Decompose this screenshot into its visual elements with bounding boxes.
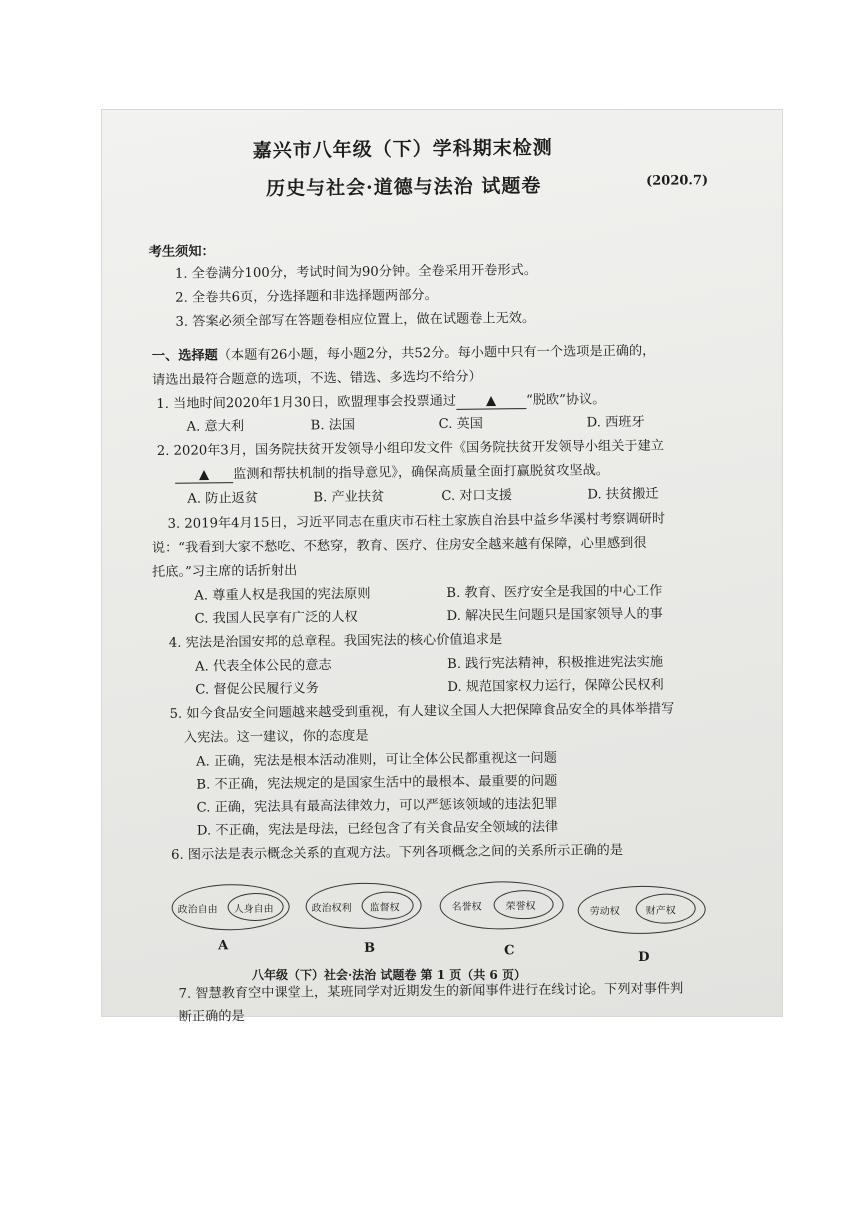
q6-diagram-b-outer-label: 政治权利	[311, 902, 352, 915]
q1-option-a: A. 意大利	[186, 419, 245, 435]
section-heading	[152, 340, 656, 364]
q3-option-d: D. 解决民生问题只是国家领导人的事	[446, 606, 663, 624]
q4-option-a: A. 代表全体公民的意志	[195, 658, 332, 675]
q2-option-c: C. 对口支援	[441, 488, 513, 505]
q5-option-b: B. 不正确，宪法规定的是国家生活中的最根本、最重要的问题	[196, 773, 558, 793]
q3-option-c: C. 我国人民享有广泛的人权	[194, 609, 358, 627]
q6-diagram-d-inner-label: 财产权	[645, 905, 676, 917]
q2-option-d: D. 扶贫搬迁	[587, 486, 659, 503]
q1-stem-b: “脱欧”协议。	[525, 392, 606, 409]
q1-stem	[156, 388, 605, 413]
q5-line-1: 5. 如今食品安全问题越来越受到重视，有人建议全国人大把保障食品安全的具体举措写	[169, 701, 675, 722]
q1-option-c: C. 英国	[438, 416, 484, 433]
q3-line-2: 说：“我看到大家不愁吃、不愁穿，教育、医疗、住房安全越来越有保障，心里感到很	[151, 535, 647, 557]
notice-item-1: 1. 全卷满分100分，考试时间为90分钟。全卷采用开卷形式。	[174, 262, 538, 282]
q2-line-2-text: 监测和帮扶机制的指导意见》，确保高质量全面打赢脱贫攻坚战。	[233, 463, 609, 483]
q6-diagram-b-inner-label: 监督权	[369, 902, 400, 914]
q4-option-c: C. 督促公民履行义务	[195, 681, 319, 698]
q6-diagram-d-letter: D	[638, 949, 650, 965]
page-footer: 八年级（下）社会·法治 试题卷 第 1 页（共 6 页）	[252, 968, 526, 982]
exam-date: (2020.7)	[645, 173, 709, 189]
q2-line-1: 2. 2020年3月，国务院扶贫开发领导小组印发文件《国务院扶贫开发领导小组关于建立	[156, 438, 665, 459]
q6-diagram-c-letter: C	[504, 943, 515, 959]
q5-option-a: A. 正确，宪法是根本活动准则，可让全体公民都重视这一问题	[196, 750, 557, 770]
q3-line-3: 托底。”习主席的话折射出	[152, 563, 298, 581]
q7-line-2: 断正确的是	[178, 1009, 245, 1025]
q6-stem: 6. 图示法是表示概念关系的直观方法。下列各项概念之间的关系所示正确的是	[170, 843, 624, 863]
q7-line-1: 7. 智慧教育空中课堂上，某班同学对近期发生的新闻事件进行在线讨论。下列对事件判	[178, 981, 684, 1002]
exam-title: 嘉兴市八年级（下）学科期末检测	[252, 136, 553, 162]
q6-diagram-a-inner-label: 人身自由	[233, 903, 274, 916]
q5-line-2: 入宪法。这一建议，你的态度是	[183, 728, 369, 746]
q1-stem-a: 1. 当地时间2020年1月30日，欧盟理事会投票通过	[156, 393, 457, 412]
q3-option-a: A. 尊重人权是我国的宪法原则	[194, 586, 371, 604]
q1-option-d: D. 西班牙	[586, 414, 645, 431]
q2-line-2	[175, 459, 609, 484]
q1-blank: ▲	[456, 393, 526, 410]
q3-option-b: B. 教育、医疗安全是我国的中心工作	[446, 583, 663, 601]
exam-paper-photo	[102, 110, 782, 1025]
section-desc-2: 请选出最符合题意的选项，不选、错选、多选均不给分）	[152, 369, 482, 389]
q2-option-a: A. 防止返贫	[187, 490, 259, 507]
q6-diagram-c-outer-label: 名誉权	[451, 901, 482, 913]
q4-stem: 4. 宪法是治国安邦的总章程。我国宪法的核心价值追求是	[168, 632, 503, 651]
q6-diagram-c-inner-label: 荣誉权	[505, 901, 536, 913]
q1-option-b: B. 法国	[310, 417, 356, 434]
q5-option-d: D. 不正确，宪法是母法，已经包含了有关食品安全领域的法律	[196, 819, 559, 839]
notice-heading: 考生须知：	[148, 244, 215, 261]
q2-option-b: B. 产业扶贫	[313, 489, 385, 506]
q5-option-c: C. 正确，宪法具有最高法律效力，可以严惩该领域的违法犯罪	[196, 796, 558, 816]
q6-diagram-a-letter: A	[217, 938, 229, 954]
q4-option-b: B. 践行宪法精神，积极推进宪法实施	[447, 654, 664, 672]
notice-item-2: 2. 全卷共6页，分选择题和非选择题两部分。	[175, 288, 438, 306]
notice-item-3: 3. 答案必须全部写在答题卷相应位置上，做在试题卷上无效。	[175, 311, 536, 330]
q2-blank: ▲	[175, 467, 233, 484]
section-title: 一、选择题	[151, 348, 218, 365]
exam-subtitle: 历史与社会·道德与法治 试题卷	[265, 174, 542, 200]
section-desc-1: （本题有26小题，每小题2分，共52分。每小题中只有一个选项是正确的，	[217, 343, 656, 364]
q6-diagram-d-outer-label: 劳动权	[589, 906, 620, 918]
q6-diagram-b-letter: B	[363, 940, 376, 956]
q6-diagram-a-outer-label: 政治自由	[177, 904, 218, 916]
q4-option-d: D. 规范国家权力运行，保障公民权利	[447, 677, 664, 695]
q3-line-1: 3. 2019年4月15日，习近平同志在重庆市石柱土家族自治县中益乡华溪村考察调研时	[167, 511, 666, 532]
